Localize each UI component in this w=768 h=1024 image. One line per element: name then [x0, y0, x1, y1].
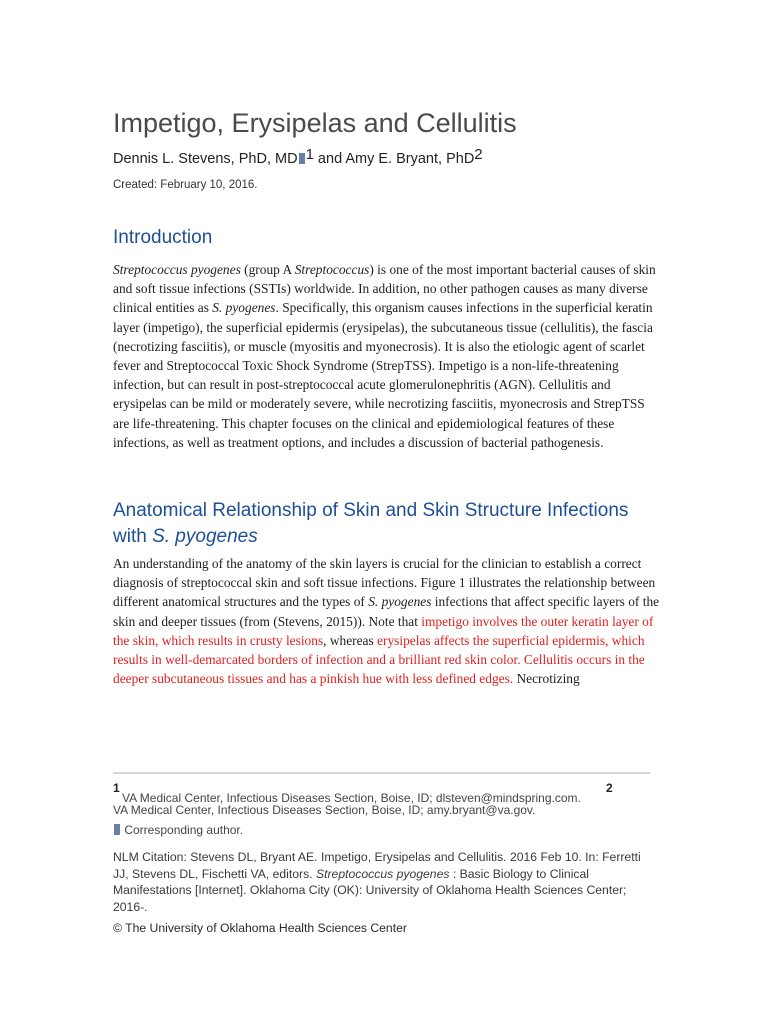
nlm-citation: [113, 849, 658, 915]
highlighted-text-impetigo: impetigo involves the outer keratin layer of the skin, which results in crusty lesions: [113, 613, 654, 648]
anatomy-heading-species: S. pyogenes: [152, 526, 258, 547]
species-name: S. pyogenes: [368, 594, 432, 610]
highlighted-text-erysipelas-cellulitis: erysipelas affects the superficial epidermis, which results in well-demarcated borders of infection and a brilliant red skin color. Cellulitis occurs in the deeper subcutaneous tissues and has a pinkish hue with less defined edges.: [113, 632, 645, 687]
genus-name: Streptococcus: [294, 262, 370, 277]
anatomy-text: , whereas: [323, 632, 378, 648]
intro-text: ) is one of the most important bacterial causes of skin and soft tissue infections (SSTIs) worldwide. In addition, no other pathogen causes as many diverse clinical entities as: [113, 262, 656, 316]
species-name: Streptococcus pyogenes: [113, 262, 241, 277]
author-line: [113, 146, 483, 167]
anatomy-text: An understanding of the anatomy of the skin layers is crucial for the clinician to establish a correct diagnosis of streptococcal skin and soft tissue infections. Figure 1 illustrates the relationship between different anatomical structures and the types of: [113, 556, 656, 610]
anatomy-text: infections that affect specific layers of the skin and deeper tissues (from (Stevens, 2015)). Note that: [113, 594, 660, 629]
author-2[interactable]: Amy E. Bryant, PhD: [345, 151, 475, 167]
anatomy-text: Necrotizing: [513, 671, 580, 687]
corresponding-author-icon[interactable]: [299, 153, 305, 164]
author-conjunction: and: [313, 151, 346, 167]
intro-text: (group A: [240, 262, 295, 277]
introduction-paragraph: [113, 260, 661, 452]
citation-text: NLM Citation: Stevens DL, Bryant AE. Impetigo, Erysipelas and Cellulitis. 2016 Feb 10. In: Ferretti JJ, Stevens DL, Fischetti VA, editors.: [113, 850, 641, 881]
section-heading-anatomy: [113, 498, 633, 550]
anatomy-heading-text: Anatomical Relationship of Skin and Skin Structure Infections with: [113, 500, 629, 547]
corresponding-author-icon: [114, 824, 120, 835]
footnote-2-marker: 2: [606, 781, 613, 795]
citation-text: : Basic Biology to Clinical Manifestations [Internet]. Oklahoma City (OK): University of Oklahoma Health Sciences Center; 2016-.: [113, 866, 627, 914]
section-heading-introduction: Introduction: [113, 227, 213, 248]
footnote-1-marker: 1: [113, 781, 120, 795]
footnote-2: VA Medical Center, Infectious Diseases Section, Boise, ID; amy.bryant@va.gov.: [113, 803, 536, 817]
author-1[interactable]: Dennis L. Stevens, PhD, MD: [113, 151, 298, 167]
corresponding-author-label: Corresponding author.: [124, 823, 244, 837]
created-date: Created: February 10, 2016.: [113, 179, 258, 191]
footnote-1: VA Medical Center, Infectious Diseases Section, Boise, ID; dlsteven@mindspring.com.: [122, 791, 581, 805]
footnote-divider: [113, 772, 650, 774]
document-title: Impetigo, Erysipelas and Cellulitis: [113, 108, 517, 138]
citation-book-title: Streptococcus pyogenes: [315, 866, 450, 881]
copyright-notice: © The University of Oklahoma Health Sciences Center: [113, 921, 407, 935]
author-2-affiliation-link[interactable]: 2: [474, 146, 483, 163]
author-1-affiliation-link[interactable]: 1: [305, 146, 314, 163]
species-name: S. pyogenes: [212, 300, 276, 316]
intro-text: . Specifically, this organism causes infections in the superficial keratin layer (impetigo), the superficial epidermis (erysipelas), the subcutaneous tissue (cellulitis), the fascia (necrotizing fasciitis), or muscle (myositis and myonecrosis). It is also the etiologic agent of scarlet fever and Streptococcal Toxic Shock Syndrome (StrepTSS). Impetigo is a non-life-threatening infection, but can result in post-streptococcal acute glomerulonephritis (AGN). Cellulitis and erysipelas can be mild or moderately severe, while necrotizing fasciitis, myonecrosis and StrepTSS are life-threatening. This chapter focuses on the clinical and epidemiological features of these infections, as well as treatment options, and includes a discussion of bacterial pathogenesis.: [113, 300, 653, 450]
corresponding-author-note: [113, 823, 243, 837]
anatomy-paragraph: [113, 554, 661, 688]
